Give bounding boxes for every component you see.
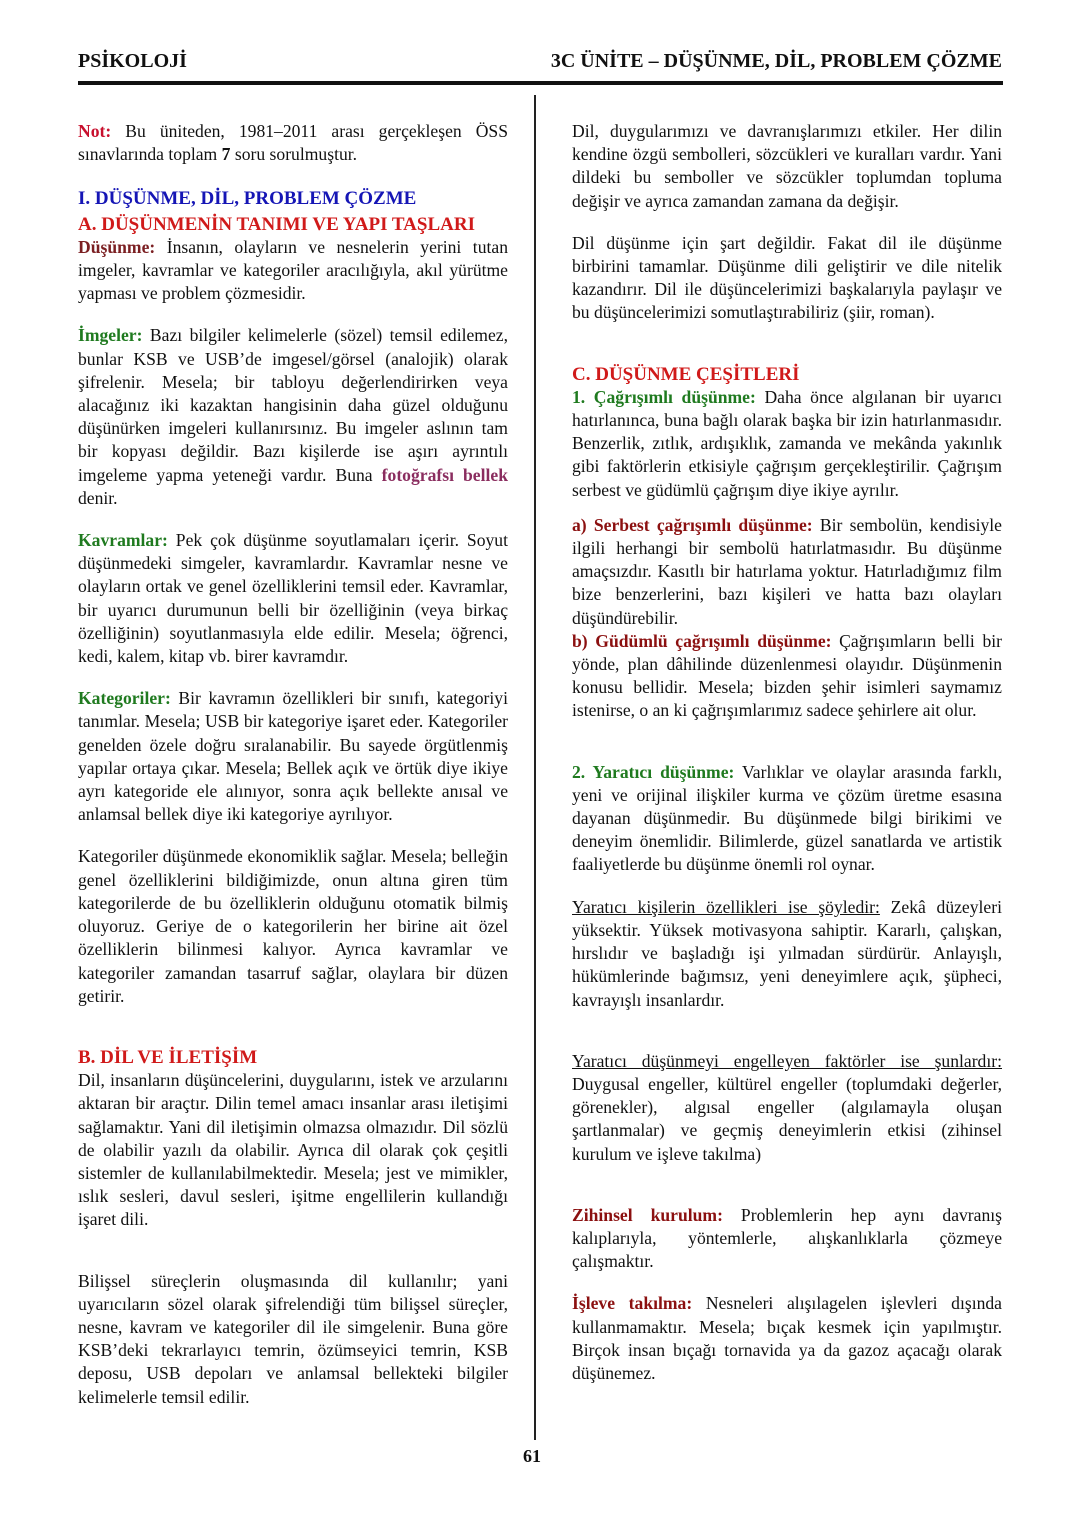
- gudumlu-text: Çağrışımların belli bir yönde, plan dâhilinde düzenlenmesi olayıdır. Düşünmenin konusu bellidir. Mesela; bizden şehir isimleri saymamız istenirse, o an ki çağrışımlarımız sadece şehirlere ait olur.: [572, 630, 1002, 721]
- term-zihinsel: Zihinsel kurulum:: [572, 1204, 723, 1225]
- question-count: 7: [221, 144, 231, 165]
- term-serbest: a) Serbest çağrışımlı düşünme:: [572, 514, 813, 535]
- note-label: Not:: [78, 121, 112, 141]
- engeller-text: Duygusal engeller, kültürel engeller (toplumdaki değerler, görenekler), algısal engeller (algılamayla oluşan şartlanmalar) ve geçmiş deneyimlerin etkisi (zihinsel kurulum ve işleve takılma): [572, 1073, 1002, 1164]
- yaratici-paragraph: [572, 761, 1002, 877]
- header-rule: [78, 81, 1003, 85]
- column-divider: [534, 95, 536, 1440]
- dusunme-paragraph: [78, 236, 508, 306]
- section-a-heading: A. DÜŞÜNMENİN TANIMI VE YAPI TAŞLARI: [78, 213, 475, 235]
- term-fotografsi-bellek: fotoğrafsı bellek: [381, 464, 508, 485]
- kategoriler-paragraph: [78, 687, 508, 826]
- dil-paragraph-1: Dil, insanların düşüncelerini, duygularını, istek ve arzularını aktaran bir araçtır. Dilin temel amacı insanlar arası iletişimi sağlamaktır. Yani dil iletişimin olmazsa olmazıdır. Dil sözlü de olabilir yazılı da olabilir. Ayrıca dil olarak çok çeşitli sistemler de kullanılabilmektedir. Mesela; jest ve mimikler, ıslık sesleri, davul sesleri, işitme engellilerin kullandığı işaret dili.: [78, 1070, 508, 1230]
- kavramlar-paragraph: [78, 529, 508, 668]
- engeller-paragraph: [572, 1050, 1002, 1166]
- note-paragraph: [78, 120, 508, 166]
- header-subject: PSİKOLOJİ: [78, 50, 187, 72]
- main-heading: I. DÜŞÜNME, DİL, PROBLEM ÇÖZME: [78, 188, 417, 210]
- section-b-heading: B. DİL VE İLETİŞİM: [78, 1046, 258, 1068]
- term-cagrisimli: 1. Çağrışımlı düşünme:: [572, 386, 756, 407]
- ozellikler-label: Yaratıcı kişilerin özellikleri ise şöyledir:: [572, 896, 880, 917]
- serbest-text: Bir sembolün, kendisiyle ilgili herhangi bir sembolü hatırlatmasıdır. Bu düşünme amaçsızdır. Kasıtlı bir hatırlama yoktur. Hatırladığımız film bize benzerlerini, bazı kişileri ve hatta bazı olayları düşündürebilir.: [572, 514, 1002, 628]
- page-header: [78, 50, 1002, 80]
- kategoriler-ekonomi-paragraph: Kategoriler düşünmede ekonomiklik sağlar. Mesela; belleğin genel özelliklerini bildiğimizde, onun altına giren tüm kategorilerde de bu özelliklerin olduğunu otomatik bilmiş oluyoruz. Geriye de o kategorilerin her birine ait özel özelliklerin bilinmesi kalıyor. Ayrıca kavramlar ve kategoriler zamandan tasarruf sağlar, olaylara bir düzen getirir.: [78, 846, 508, 1006]
- serbest-paragraph: [572, 514, 1002, 630]
- dil-paragraph-2: Bilişsel süreçlerin oluşmasında dil kullanılır; yani uyarıcıların sözel olarak şifrelendiği tüm bilişsel süreçler, nesne, kavram ve kategoriler dil ile simgelenir. Buna göre KSB’deki tekrarlayıcı temrin, özümseyici temrin, KSB deposu, USB depoları ve anlamsal bellekteki bilgiler kelimelerle temsil edilir.: [78, 1270, 508, 1407]
- zihinsel-paragraph: [572, 1204, 1002, 1274]
- kategoriler-text: Bir kavramın özellikleri bir sınıfı, kategoriyi tanımlar. Mesela; USB bir kategoriye işaret eder. Kategoriler genelden özele doğru sıralanabilir. Bu sayede örgütlenmiş yapılar ortaya çıkar. Mesela; Bellek açık ve örtük diye ikiye ayrı kategoride ele alınıyor, sonra açık bellekte anısal ve anlamsal bellek diye iki kategoriye ayrılıyor.: [78, 688, 508, 825]
- term-isleve: İşleve takılma:: [572, 1293, 693, 1314]
- engeller-label: Yaratıcı düşünmeyi engelleyen faktörler ise şunlardır:: [572, 1050, 1002, 1071]
- gudumlu-paragraph: [572, 630, 1002, 723]
- dusunme-text: İnsanın, olayların ve nesnelerin yerini tutan imgeler, kavramlar ve kategoriler aracılığıyla, akıl yürütme yapması ve problem çözmesidir.: [78, 236, 508, 304]
- imgeler-text: Bazı bilgiler kelimelerle (sözel) temsil edilemez, bunlar KSB ve USB’de imgesel/görsel (analojik) olarak şifrelenir. Mesela; bir tabloyu değerlendirirken veya alacağınız iki kazaktan hangisinin daha güzel olduğunu düşünürken imgeleri kullanırsınız. Bu imgeler aslının tam bir kopyası değildir. Bazı kişilerde ise aşırı ayrıntılı imgeleme yapma yeteneği vardır. Buna: [78, 325, 508, 485]
- header-unit-title: 3C ÜNİTE – DÜŞÜNME, DİL, PROBLEM ÇÖZME: [550, 50, 1002, 72]
- cagrisimli-paragraph: [572, 386, 1002, 502]
- term-yaratici: 2. Yaratıcı düşünme:: [572, 761, 735, 782]
- dil-paragraph-3: Dil, duygularımızı ve davranışlarımızı etkiler. Her dilin kendine özgü sembolleri, sözcükleri ve kuralları vardır. Yani dildeki bu semboller ve sözcükler toplumdan topluma değişir ve ayrıca zamandan zamana da değişir.: [572, 121, 1002, 211]
- right-column: [572, 120, 1002, 1385]
- note-text-end: soru sorulmuştur.: [230, 144, 358, 165]
- ozellikler-text: Zekâ düzeyleri yüksektir. Yüksek motivasyona sahiptir. Kararlı, çalışkan, hırslıdır ve başladığı işi yılmadan sürdürür. Anlayışlı, hükümlerinde bağımsız, yeni deneyimlere açık, şüpheci, kavrayışlı insanlardır.: [572, 896, 1002, 1010]
- kavramlar-text: Pek çok düşünme soyutlamaları içerir. Soyut düşünmedeki simgeler, kavramlardır. Kavramlar nesne ve olayların ortak ve genel özelliklerini temsil eder. Kavramlar, bir uyarıcı durumunun belli bir özelliğinin (veya birkaç özelliğinin) soyutlanmasıyla elde edilir. Mesela; öğrenci, kedi, kalem, kitap vb. birer kavramdır.: [78, 530, 508, 667]
- term-dusunme: Düşünme:: [78, 236, 156, 257]
- isleve-paragraph: [572, 1292, 1002, 1385]
- left-column: [78, 120, 508, 1409]
- page-number: 61: [523, 1446, 541, 1466]
- cagrisimli-text: Daha önce algılanan bir uyarıcı hatırlanınca, buna bağlı olarak başka bir izin hatırlanmasıdır. Benzerlik, zıtlık, ardışıklık, zamanda ve mekânda yakınlık gibi faktörlerin etkisiyle çağrışım gerçekleştirilir. Çağrışım serbest ve güdümlü çağrışım diye ikiye ayrılır.: [572, 386, 1003, 500]
- term-kategoriler: Kategoriler:: [78, 688, 171, 709]
- isleve-text: Nesneleri alışılagelen işlevleri dışında kullanmamaktır. Mesela; bıçak kesmek için yapılmıştır. Birçok insan bıçağı tornavida ya da gazoz açacağı olarak düşünemez.: [572, 1293, 1002, 1383]
- ozellikler-paragraph: [572, 896, 1002, 1012]
- term-imgeler: İmgeler:: [78, 325, 143, 346]
- dil-paragraph-4: Dil düşünme için şart değildir. Fakat dil ile düşünme birbirini tamamlar. Düşünme dili geliştirir ve dile nitelik kazandırır. Dil ile düşüncelerimizi başkalarıyla paylaşır ve bu düşüncelerimizi somutlaştırabiliriz (şiir, roman).: [572, 232, 1002, 323]
- imgeler-paragraph: [78, 324, 508, 510]
- term-kavramlar: Kavramlar:: [78, 530, 168, 551]
- term-gudumlu: b) Güdümlü çağrışımlı düşünme:: [572, 630, 832, 651]
- imgeler-text-end: denir.: [78, 487, 118, 508]
- section-c-heading: C. DÜŞÜNME ÇEŞİTLERİ: [572, 363, 800, 385]
- zihinsel-text: Problemlerin hep aynı davranış kalıplarıyla, yöntemlerle, alışkanlıklarla çözmeye çalışmaktır.: [572, 1204, 1003, 1272]
- yaratici-text: Varlıklar ve olaylar arasında farklı, yeni ve orijinal ilişkiler kurma ve çözüm üretme esasına dayanan düşünmedir. Bu düşünmede bilgi birikimi ve deneyim önemlidir. Bilimlerde, güzel sanatlarda ve artistik faaliyetlerde bu düşünme önemli rol oynar.: [572, 761, 1002, 875]
- note-text: Bu üniteden, 1981–2011 arası gerçekleşen ÖSS sınavlarında toplam: [78, 121, 508, 165]
